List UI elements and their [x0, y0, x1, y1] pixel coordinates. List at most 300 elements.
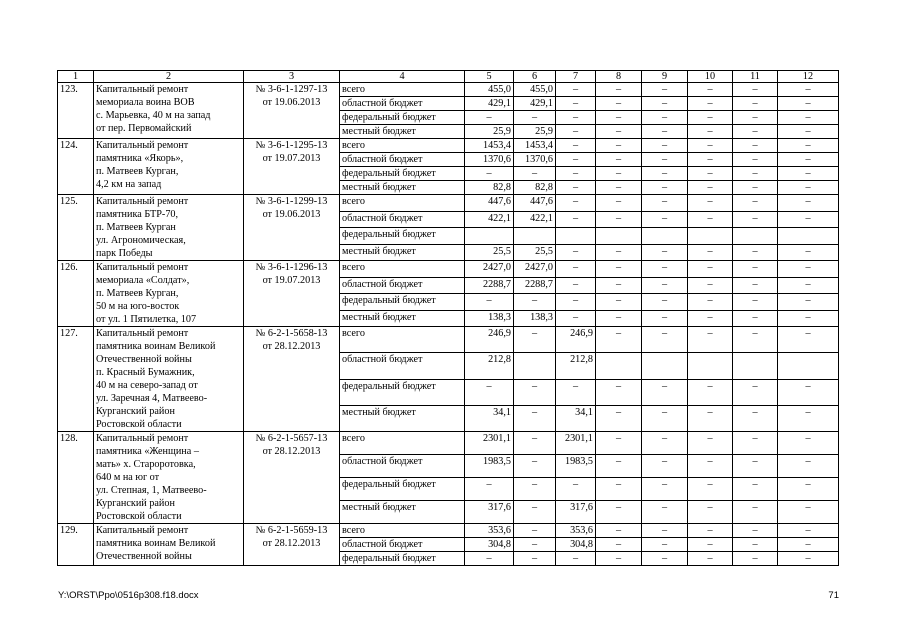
value-cell: – — [733, 405, 778, 431]
value-cell: – — [733, 327, 778, 353]
registration-line: от 19.07.2013 — [262, 153, 321, 164]
registration-line: от 19.07.2013 — [262, 275, 321, 286]
value-cell: – — [642, 97, 688, 111]
value-cell: – — [556, 97, 596, 111]
value-cell: – — [733, 455, 778, 478]
value-cell: – — [778, 261, 839, 278]
funding-source: областной бюджет — [340, 538, 465, 552]
table-row — [58, 432, 839, 455]
funding-source: федеральный бюджет — [340, 228, 465, 245]
value-cell — [642, 228, 688, 245]
funding-source: областной бюджет — [340, 211, 465, 228]
value-cell: 422,1 — [465, 211, 514, 228]
item-number: 125. — [58, 195, 94, 261]
value-cell: – — [556, 478, 596, 501]
description-line: Капитальный ремонт — [96, 433, 189, 444]
description-line: ул. Степная, 1, Матвеево- — [96, 485, 207, 496]
value-cell: – — [778, 83, 839, 97]
value-cell — [733, 353, 778, 379]
value-cell: – — [733, 478, 778, 501]
value-cell: – — [596, 125, 642, 139]
registration-reference — [244, 83, 340, 139]
value-cell: – — [688, 538, 733, 552]
value-cell: – — [778, 501, 839, 524]
value-cell: – — [556, 153, 596, 167]
registration-reference — [244, 195, 340, 261]
value-cell: – — [514, 552, 556, 566]
value-cell: – — [733, 501, 778, 524]
description-line: п. Матвеев Курган — [96, 222, 176, 233]
description-line: памятника воинам Великой — [96, 538, 216, 549]
value-cell — [514, 228, 556, 245]
table-row — [58, 261, 839, 278]
description-line: Курганский район — [96, 406, 175, 417]
value-cell: – — [688, 244, 733, 261]
registration-line: № 3-6-1-1295-13 — [255, 140, 328, 151]
value-cell: – — [465, 111, 514, 125]
value-cell: – — [514, 432, 556, 455]
item-description — [94, 524, 244, 566]
value-cell: 455,0 — [465, 83, 514, 97]
value-cell: – — [733, 125, 778, 139]
description-line: Капитальный ремонт — [96, 262, 189, 273]
item-description — [94, 139, 244, 195]
value-cell — [778, 353, 839, 379]
program-table — [57, 70, 839, 566]
value-cell: – — [556, 125, 596, 139]
description-line: п. Красный Бумажник, — [96, 367, 195, 378]
description-line: 640 м на юг от — [96, 472, 160, 483]
column-header-6: 6 — [514, 71, 556, 83]
description-line: Капитальный ремонт — [96, 140, 189, 151]
value-cell — [514, 353, 556, 379]
value-cell: – — [465, 552, 514, 566]
value-cell: – — [642, 277, 688, 294]
value-cell: – — [688, 432, 733, 455]
value-cell: 138,3 — [465, 310, 514, 327]
value-cell: – — [642, 294, 688, 311]
value-cell: – — [778, 478, 839, 501]
value-cell: – — [733, 432, 778, 455]
value-cell: – — [596, 195, 642, 212]
value-cell: – — [733, 524, 778, 538]
value-cell: – — [688, 455, 733, 478]
value-cell: – — [642, 405, 688, 431]
value-cell: – — [514, 111, 556, 125]
value-cell: – — [556, 244, 596, 261]
value-cell: 304,8 — [465, 538, 514, 552]
value-cell: – — [642, 455, 688, 478]
registration-reference — [244, 524, 340, 566]
value-cell: 82,8 — [465, 181, 514, 195]
column-header-9: 9 — [642, 71, 688, 83]
value-cell: – — [688, 181, 733, 195]
value-cell: – — [556, 83, 596, 97]
funding-source: областной бюджет — [340, 97, 465, 111]
value-cell: – — [642, 261, 688, 278]
value-cell: – — [642, 195, 688, 212]
value-cell: 82,8 — [514, 181, 556, 195]
value-cell: – — [642, 167, 688, 181]
table-body — [58, 83, 839, 566]
description-line: Ростовской области — [96, 419, 182, 430]
funding-source: федеральный бюджет — [340, 552, 465, 566]
description-line: п. Матвеев Курган, — [96, 288, 179, 299]
value-cell: – — [688, 139, 733, 153]
value-cell: 317,6 — [465, 501, 514, 524]
value-cell: – — [465, 379, 514, 405]
footer-file-path: Y:\ORST\Ppo\0516p308.f18.docx — [58, 590, 199, 601]
funding-source: федеральный бюджет — [340, 294, 465, 311]
value-cell: – — [642, 478, 688, 501]
header-row — [58, 71, 839, 83]
column-header-8: 8 — [596, 71, 642, 83]
value-cell: – — [514, 167, 556, 181]
value-cell: – — [688, 125, 733, 139]
registration-line: от 28.12.2013 — [262, 538, 321, 549]
column-header-1: 1 — [58, 71, 94, 83]
value-cell: – — [733, 294, 778, 311]
value-cell: – — [778, 181, 839, 195]
value-cell: – — [778, 244, 839, 261]
value-cell: 1370,6 — [465, 153, 514, 167]
value-cell: 353,6 — [556, 524, 596, 538]
item-number: 126. — [58, 261, 94, 327]
value-cell — [596, 228, 642, 245]
description-line: мемориала воина ВОВ — [96, 97, 195, 108]
value-cell: – — [733, 181, 778, 195]
value-cell: – — [596, 524, 642, 538]
value-cell: – — [596, 538, 642, 552]
description-line: Капитальный ремонт — [96, 196, 189, 207]
value-cell: – — [778, 538, 839, 552]
column-header-10: 10 — [688, 71, 733, 83]
description-line: Отечественной войны — [96, 354, 192, 365]
value-cell: – — [778, 552, 839, 566]
value-cell: – — [642, 538, 688, 552]
description-line: Капитальный ремонт — [96, 84, 189, 95]
value-cell: 1453,4 — [514, 139, 556, 153]
value-cell — [556, 228, 596, 245]
column-header-11: 11 — [733, 71, 778, 83]
item-description — [94, 432, 244, 524]
table-row — [58, 327, 839, 353]
funding-source: всего — [340, 83, 465, 97]
item-description — [94, 261, 244, 327]
value-cell: 455,0 — [514, 83, 556, 97]
value-cell: 2301,1 — [465, 432, 514, 455]
table-row — [58, 524, 839, 538]
description-line: мемориала «Солдат», — [96, 275, 190, 286]
value-cell: – — [733, 552, 778, 566]
value-cell: 246,9 — [465, 327, 514, 353]
value-cell: – — [596, 478, 642, 501]
description-line: Курганский район — [96, 498, 175, 509]
value-cell: – — [596, 310, 642, 327]
value-cell: – — [596, 294, 642, 311]
value-cell: – — [688, 310, 733, 327]
value-cell: 25,9 — [465, 125, 514, 139]
value-cell: – — [778, 327, 839, 353]
value-cell: – — [778, 277, 839, 294]
value-cell: – — [642, 379, 688, 405]
value-cell: – — [514, 405, 556, 431]
value-cell: – — [596, 552, 642, 566]
value-cell: – — [596, 432, 642, 455]
value-cell: – — [556, 111, 596, 125]
registration-line: № 3-6-1-1296-13 — [255, 262, 328, 273]
funding-source: всего — [340, 327, 465, 353]
funding-source: федеральный бюджет — [340, 111, 465, 125]
value-cell: – — [778, 153, 839, 167]
value-cell: – — [642, 153, 688, 167]
registration-line: № 3-6-1-1299-13 — [255, 196, 328, 207]
table-row — [58, 83, 839, 97]
value-cell: – — [778, 310, 839, 327]
registration-line: от 19.06.2013 — [262, 97, 321, 108]
value-cell: – — [596, 83, 642, 97]
value-cell: – — [688, 478, 733, 501]
value-cell: – — [688, 211, 733, 228]
funding-source: областной бюджет — [340, 153, 465, 167]
value-cell: 1983,5 — [465, 455, 514, 478]
value-cell: – — [596, 211, 642, 228]
description-line: памятника воинам Великой — [96, 341, 216, 352]
registration-reference — [244, 432, 340, 524]
value-cell: – — [778, 405, 839, 431]
value-cell: – — [688, 379, 733, 405]
value-cell: 304,8 — [556, 538, 596, 552]
value-cell: 34,1 — [465, 405, 514, 431]
value-cell: 25,5 — [465, 244, 514, 261]
value-cell — [778, 228, 839, 245]
value-cell: – — [596, 97, 642, 111]
value-cell: 2427,0 — [465, 261, 514, 278]
value-cell: – — [778, 432, 839, 455]
description-line: от ул. 1 Пятилетка, 107 — [96, 314, 197, 325]
value-cell: – — [688, 294, 733, 311]
description-line: 4,2 км на запад — [96, 179, 162, 190]
value-cell: 212,8 — [465, 353, 514, 379]
description-line: с. Марьевка, 40 м на запад — [96, 110, 211, 121]
value-cell: – — [688, 83, 733, 97]
description-line: мать» х. Староротовка, — [96, 459, 196, 470]
funding-source: всего — [340, 139, 465, 153]
value-cell — [642, 353, 688, 379]
value-cell: – — [778, 139, 839, 153]
value-cell: 246,9 — [556, 327, 596, 353]
item-description — [94, 327, 244, 432]
value-cell: – — [688, 97, 733, 111]
value-cell: – — [778, 211, 839, 228]
description-line: ул. Агрономическая, — [96, 235, 186, 246]
value-cell: – — [688, 195, 733, 212]
item-number: 124. — [58, 139, 94, 195]
funding-source: всего — [340, 524, 465, 538]
funding-source: местный бюджет — [340, 501, 465, 524]
value-cell: – — [596, 244, 642, 261]
value-cell: – — [642, 524, 688, 538]
value-cell: – — [556, 211, 596, 228]
value-cell: – — [642, 552, 688, 566]
value-cell: – — [733, 195, 778, 212]
value-cell: – — [514, 501, 556, 524]
value-cell: – — [733, 139, 778, 153]
value-cell: – — [514, 538, 556, 552]
value-cell: – — [642, 501, 688, 524]
description-line: памятника БТР-70, — [96, 209, 179, 220]
value-cell: – — [733, 153, 778, 167]
value-cell — [688, 228, 733, 245]
value-cell: – — [733, 379, 778, 405]
column-header-12: 12 — [778, 71, 839, 83]
description-line: памятника «Якорь», — [96, 153, 184, 164]
item-number: 129. — [58, 524, 94, 566]
funding-source: местный бюджет — [340, 244, 465, 261]
value-cell: – — [514, 327, 556, 353]
description-line: Ростовской области — [96, 511, 182, 522]
value-cell: – — [514, 478, 556, 501]
item-description — [94, 83, 244, 139]
column-header-4: 4 — [340, 71, 465, 83]
column-header-7: 7 — [556, 71, 596, 83]
value-cell: 2288,7 — [514, 277, 556, 294]
column-header-3: 3 — [244, 71, 340, 83]
value-cell: 25,5 — [514, 244, 556, 261]
value-cell: – — [556, 552, 596, 566]
funding-source: местный бюджет — [340, 181, 465, 195]
value-cell: – — [688, 501, 733, 524]
value-cell: – — [514, 294, 556, 311]
description-line: Капитальный ремонт — [96, 525, 189, 536]
value-cell: – — [688, 405, 733, 431]
registration-reference — [244, 327, 340, 432]
funding-source: местный бюджет — [340, 125, 465, 139]
value-cell: – — [733, 97, 778, 111]
value-cell: 429,1 — [514, 97, 556, 111]
value-cell: – — [778, 294, 839, 311]
registration-line: № 6-2-1-5658-13 — [255, 328, 328, 339]
value-cell: 34,1 — [556, 405, 596, 431]
value-cell: – — [596, 111, 642, 125]
value-cell: – — [733, 277, 778, 294]
description-line: п. Матвеев Курган, — [96, 166, 179, 177]
value-cell: 317,6 — [556, 501, 596, 524]
value-cell: – — [596, 167, 642, 181]
value-cell: – — [642, 327, 688, 353]
funding-source: всего — [340, 195, 465, 212]
value-cell: – — [688, 153, 733, 167]
value-cell: – — [556, 167, 596, 181]
description-line: от пер. Первомайский — [96, 123, 192, 134]
value-cell: – — [556, 277, 596, 294]
registration-line: от 28.12.2013 — [262, 446, 321, 457]
value-cell — [596, 353, 642, 379]
funding-source: федеральный бюджет — [340, 379, 465, 405]
value-cell: – — [596, 501, 642, 524]
funding-source: всего — [340, 432, 465, 455]
description-line: Капитальный ремонт — [96, 328, 189, 339]
funding-source: областной бюджет — [340, 277, 465, 294]
description-line: ул. Заречная 4, Матвеево- — [96, 393, 208, 404]
value-cell: – — [778, 379, 839, 405]
registration-line: № 3-6-1-1297-13 — [255, 84, 328, 95]
description-line: 50 м на юго-восток — [96, 301, 180, 312]
description-line: памятника «Женщина – — [96, 446, 199, 457]
funding-source: местный бюджет — [340, 310, 465, 327]
value-cell: – — [514, 379, 556, 405]
value-cell: – — [596, 455, 642, 478]
funding-source: областной бюджет — [340, 455, 465, 478]
value-cell: 447,6 — [465, 195, 514, 212]
value-cell: 138,3 — [514, 310, 556, 327]
value-cell: – — [688, 327, 733, 353]
value-cell: – — [688, 167, 733, 181]
value-cell: – — [733, 83, 778, 97]
value-cell: – — [642, 111, 688, 125]
value-cell: – — [596, 139, 642, 153]
value-cell: – — [465, 294, 514, 311]
value-cell: 353,6 — [465, 524, 514, 538]
value-cell: – — [596, 327, 642, 353]
item-number: 128. — [58, 432, 94, 524]
value-cell: 1453,4 — [465, 139, 514, 153]
registration-line: от 28.12.2013 — [262, 341, 321, 352]
value-cell: – — [556, 181, 596, 195]
item-number: 127. — [58, 327, 94, 432]
funding-source: местный бюджет — [340, 405, 465, 431]
registration-reference — [244, 261, 340, 327]
value-cell: – — [596, 277, 642, 294]
value-cell: – — [514, 524, 556, 538]
value-cell: – — [514, 455, 556, 478]
value-cell: – — [596, 181, 642, 195]
value-cell: 2427,0 — [514, 261, 556, 278]
registration-line: № 6-2-1-5659-13 — [255, 525, 328, 536]
description-line: 40 м на северо-запад от — [96, 380, 198, 391]
value-cell: 2301,1 — [556, 432, 596, 455]
table-row — [58, 139, 839, 153]
item-description — [94, 195, 244, 261]
value-cell: – — [642, 139, 688, 153]
value-cell: – — [733, 538, 778, 552]
value-cell: – — [465, 478, 514, 501]
value-cell: – — [688, 552, 733, 566]
value-cell: – — [596, 261, 642, 278]
value-cell: – — [642, 211, 688, 228]
registration-line: № 6-2-1-5657-13 — [255, 433, 328, 444]
table-row — [58, 195, 839, 212]
funding-source: федеральный бюджет — [340, 478, 465, 501]
value-cell: – — [688, 111, 733, 125]
value-cell: – — [688, 524, 733, 538]
description-line: парк Победы — [96, 248, 153, 259]
column-header-2: 2 — [94, 71, 244, 83]
value-cell: – — [778, 97, 839, 111]
value-cell: – — [556, 139, 596, 153]
description-line: Отечественной войны — [96, 551, 192, 562]
value-cell: – — [733, 261, 778, 278]
value-cell: – — [596, 153, 642, 167]
value-cell: – — [778, 524, 839, 538]
item-number: 123. — [58, 83, 94, 139]
value-cell: – — [465, 167, 514, 181]
column-header-5: 5 — [465, 71, 514, 83]
value-cell: – — [733, 111, 778, 125]
value-cell: – — [778, 125, 839, 139]
value-cell: 422,1 — [514, 211, 556, 228]
value-cell: 447,6 — [514, 195, 556, 212]
